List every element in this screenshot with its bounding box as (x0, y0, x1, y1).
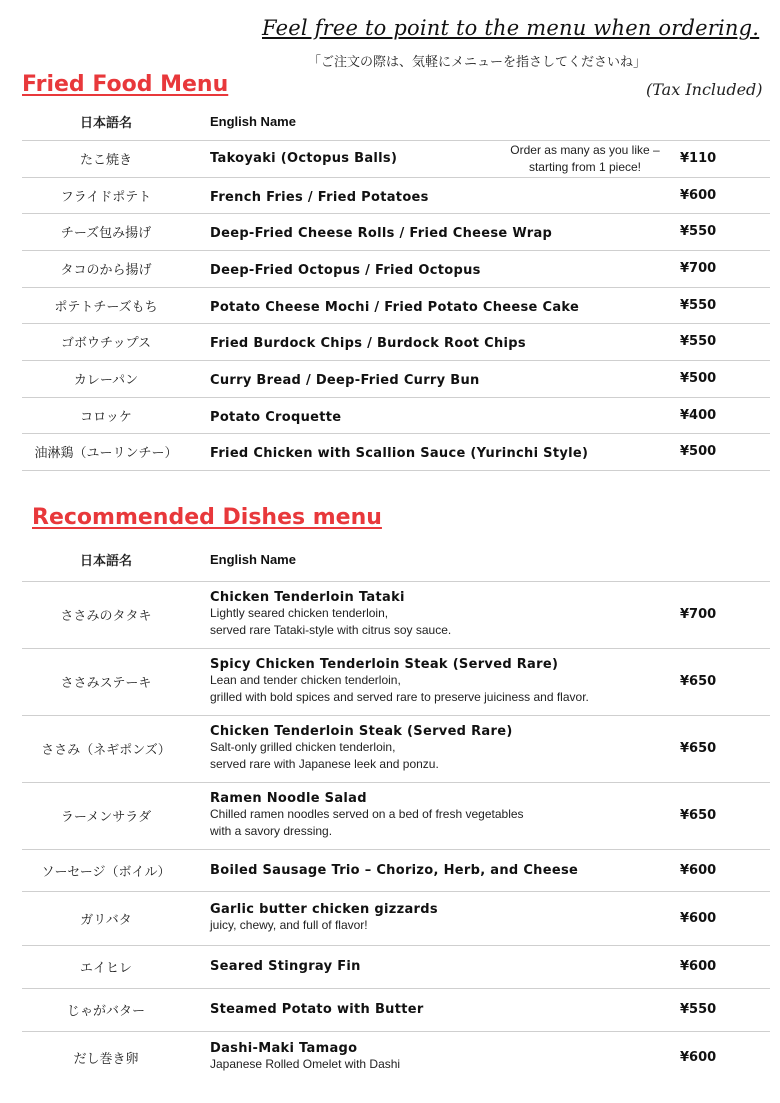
col-header-price (680, 103, 770, 140)
order-note: Order as many as you like – starting from 1 piece! (510, 142, 660, 174)
item-jp-name: ささみのタタキ (22, 581, 190, 648)
item-en-name: Seared Stingray Fin (210, 959, 361, 974)
item-jp-name: フライドポテト (22, 177, 190, 213)
table-row (22, 213, 770, 250)
ordering-note: Feel free to point to the menu when ordering. (262, 16, 760, 40)
item-price: ¥650 (680, 782, 770, 849)
item-description: Salt-only grilled chicken tenderloin, (210, 740, 396, 754)
item-jp-name: コロッケ (22, 397, 190, 433)
item-jp-name: ささみステーキ (22, 648, 190, 715)
item-en-name: Fried Chicken with Scallion Sauce (Yurinchi Style) (210, 446, 589, 461)
item-en-name: Takoyaki (Octopus Balls) (210, 151, 398, 166)
item-price: ¥650 (680, 715, 770, 782)
item-price: ¥550 (680, 287, 770, 323)
item-en-name: Curry Bread / Deep-Fried Curry Bun (210, 373, 480, 388)
col-header-en: English Name (190, 103, 680, 140)
table-row (22, 891, 770, 945)
item-price: ¥550 (680, 213, 770, 250)
item-en-name: Spicy Chicken Tenderloin Steak (Served Rare) (210, 657, 559, 672)
table-row (22, 433, 770, 470)
col-header-price (680, 538, 770, 581)
table-row (22, 988, 770, 1031)
item-en-name: French Fries / Fried Potatoes (210, 189, 429, 205)
table-row (22, 782, 770, 849)
recommended-menu-table (22, 538, 770, 1083)
item-description: Chilled ramen noodles served on a bed of fresh vegetables (210, 807, 524, 821)
item-en-name: Potato Cheese Mochi / Fried Potato Cheese Cake (210, 299, 580, 315)
table-row (22, 287, 770, 323)
table-row (22, 648, 770, 715)
item-en-name: Boiled Sausage Trio – Chorizo, Herb, and Cheese (210, 862, 579, 878)
item-jp-name: たこ焼き (22, 140, 190, 177)
item-jp-name: ガリバタ (22, 891, 190, 945)
table-row (22, 360, 770, 397)
item-jp-name: じゃがバター (22, 988, 190, 1031)
item-description: served rare Tataki-style with citrus soy sauce. (210, 623, 452, 637)
item-description: Japanese Rolled Omelet with Dashi (210, 1057, 401, 1072)
item-price: ¥600 (680, 177, 770, 213)
item-jp-name: 油淋鶏（ユーリンチー） (22, 433, 190, 470)
item-price: ¥600 (680, 945, 770, 988)
item-description: Lean and tender chicken tenderloin, (210, 673, 401, 687)
table-row (22, 177, 770, 213)
item-description: served rare with Japanese leek and ponzu. (210, 757, 439, 771)
item-price: ¥650 (680, 648, 770, 715)
item-description: grilled with bold spices and served rare to preserve juiciness and flavor. (210, 690, 589, 704)
item-price: ¥500 (680, 433, 770, 470)
item-en-name: Chicken Tenderloin Steak (Served Rare) (210, 724, 513, 739)
item-en-name: Ramen Noodle Salad (210, 791, 367, 806)
table-row (22, 849, 770, 891)
item-price: ¥700 (680, 581, 770, 648)
item-en-name: Dashi-Maki Tamago (210, 1041, 358, 1057)
item-jp-name: カレーパン (22, 360, 190, 397)
item-en-name: Steamed Potato with Butter (210, 1002, 424, 1017)
table-row (22, 945, 770, 988)
item-description: juicy, chewy, and full of flavor! (210, 918, 368, 932)
item-en-name: Fried Burdock Chips / Burdock Root Chips (210, 336, 526, 351)
item-jp-name: ささみ（ネギポンズ） (22, 715, 190, 782)
item-price: ¥400 (680, 397, 770, 433)
item-en-name: Garlic butter chicken gizzards (210, 902, 438, 917)
item-price: ¥550 (680, 988, 770, 1031)
fried-menu-table (22, 103, 770, 471)
item-en-name: Potato Croquette (210, 409, 342, 425)
table-row (22, 250, 770, 287)
col-header-en: English Name (190, 538, 680, 581)
item-price: ¥500 (680, 360, 770, 397)
table-row (22, 323, 770, 360)
fried-menu-title: Fried Food Menu (22, 72, 229, 97)
item-jp-name: ラーメンサラダ (22, 782, 190, 849)
item-jp-name: ゴボウチップス (22, 323, 190, 360)
item-description: with a savory dressing. (210, 824, 333, 838)
item-price: ¥110 (680, 140, 770, 177)
item-jp-name: だし巻き卵 (73, 1051, 139, 1067)
ordering-note-jp: 「ご注文の際は、気軽にメニューを指さしてくださいね」 (308, 55, 647, 70)
table-row (22, 140, 770, 177)
item-price: ¥600 (680, 1049, 717, 1065)
tax-note: (Tax Included) (646, 80, 763, 99)
table-row (22, 1031, 770, 1083)
item-en-name: Deep-Fried Cheese Rolls / Fried Cheese Wrap (210, 226, 553, 241)
table-row (22, 715, 770, 782)
table-row (22, 581, 770, 648)
item-en-name: Chicken Tenderloin Tataki (210, 590, 405, 605)
item-jp-name: ポテトチーズもち (22, 287, 190, 323)
recommended-menu-title: Recommended Dishes menu (32, 505, 382, 530)
item-description: Lightly seared chicken tenderloin, (210, 606, 389, 620)
col-header-jp: 日本語名 (22, 538, 190, 581)
item-jp-name: ソーセージ（ボイル） (22, 849, 190, 891)
item-en-name: Deep-Fried Octopus / Fried Octopus (210, 263, 481, 278)
item-price: ¥700 (680, 250, 770, 287)
item-jp-name: エイヒレ (22, 945, 190, 988)
item-price: ¥600 (680, 891, 770, 945)
col-header-jp: 日本語名 (22, 103, 190, 140)
item-price: ¥600 (680, 849, 770, 891)
item-jp-name: タコのから揚げ (22, 250, 190, 287)
table-row (22, 397, 770, 433)
item-price: ¥550 (680, 323, 770, 360)
item-jp-name: チーズ包み揚げ (22, 213, 190, 250)
